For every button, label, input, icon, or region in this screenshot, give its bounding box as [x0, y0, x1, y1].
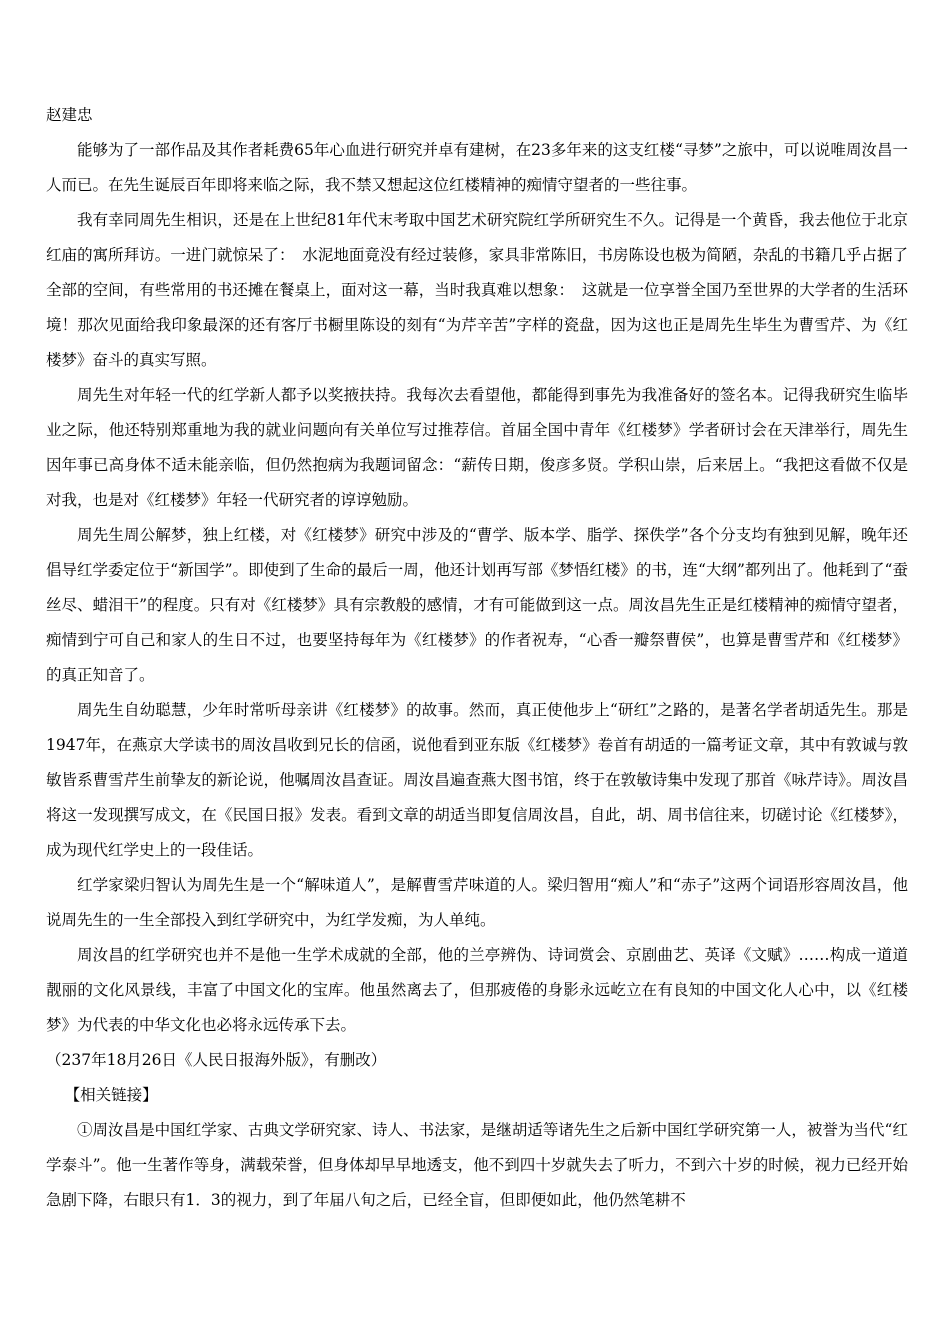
source-citation: （237年18月26日《人民日报海外版》，有删改） — [46, 1051, 387, 1069]
paragraph-7: 周汝昌的红学研究也并不是他一生学术成就的全部，他的兰亭辨伪、诗词赏会、京剧曲艺、英译《文赋》……构成一道道靓丽的文化风景线，丰富了中国文化的宝库。他虽然离去了，但那疲倦的身影永远屹立在有良知的中国文化人心中，以《红楼梦》为代表的中华文化也必将永远传承下去。 — [46, 946, 908, 1034]
paragraph-3: 周先生对年轻一代的红学新人都予以奖掖扶持。我每次去看望他，都能得到事先为我准备好的签名本。记得我研究生临毕业之际，他还特别郑重地为我的就业问题向有关单位写过推荐信。首届全国中青年《红楼梦》学者研讨会在天津举行，周先生因年事已高身体不适未能亲临，但仍然抱病为我题词留念：“薪传日期，俊彦多贤。学积山崇，后来居上。“我把这看做不仅是对我，也是对《红楼梦》年轻一代研究者的谆谆勉励。 — [46, 386, 908, 509]
paragraph-6: 红学家梁归智认为周先生是一个“解味道人”，是解曹雪芹味道的人。梁归智用“痴人”和“赤子”这两个词语形容周汝昌，他说周先生的一生全部投入到红学研究中，为红学发痴，为人单纯。 — [46, 876, 908, 929]
related-links-heading: 【相关链接】 — [64, 1086, 158, 1104]
author-name: 赵建忠 — [46, 106, 93, 124]
paragraph-1: 能够为了一部作品及其作者耗费65年心血进行研究并卓有建树，在23多年来的这支红楼“寻梦”之旅中，可以说唯周汝昌一人而已。在先生诞辰百年即将来临之际，我不禁又想起这位红楼精神的痴情守望者的一些往事。 — [46, 141, 908, 194]
paragraph-4: 周先生周公解梦，独上红楼，对《红楼梦》研究中涉及的“曹学、版本学、脂学、探佚学”各个分支均有独到见解，晚年还倡导红学委定位于“新国学”。即使到了生命的最后一周，他还计划再写部《梦悟红楼》的书，连“大纲”都列出了。他耗到了“蚕丝尽、蜡泪干”的程度。只有对《红楼梦》具有宗教般的感情，才有可能做到这一点。周汝昌先生正是红楼精神的痴情守望者，痴情到宁可自己和家人的生日不过，也要坚持每年为《红楼梦》的作者祝寿，“心香一瓣祭曹侯”，也算是曹雪芹和《红楼梦》的真正知音了。 — [46, 526, 908, 684]
paragraph-5: 周先生自幼聪慧，少年时常听母亲讲《红楼梦》的故事。然而，真正使他步上“研红”之路的，是著名学者胡适先生。那是1947年，在燕京大学读书的周汝昌收到兄长的信函，说他看到亚东版《红楼梦》卷首有胡适的一篇考证文章，其中有敦诚与敦敏皆系曹雪芹生前挚友的新论说，他嘱周汝昌查证。周汝昌遍查燕大图书馆，终于在敦敏诗集中发现了那首《咏芹诗》。周汝昌将这一发现撰写成文，在《民国日报》发表。看到文章的胡适当即复信周汝昌，自此，胡、周书信往来，切磋讨论《红楼梦》，成为现代红学史上的一段佳话。 — [46, 701, 908, 859]
paragraph-2: 我有幸同周先生相识，还是在上世纪81年代末考取中国艺术研究院红学所研究生不久。记得是一个黄昏，我去他位于北京红庙的寓所拜访。一进门就惊呆了： 水泥地面竟没有经过装修，家具非常陈旧，书房陈设也极为简陋，杂乱的书籍几乎占据了全部的空间，有些常用的书还摊在餐桌上，面对这一幕，当时我真难以想象： 这就是一位享誉全国乃至世界的大学者的生活环境！那次见面给我印象最深的还有客厅书橱里陈设的刻有“为芹辛苦”字样的瓷盘，因为这也正是周先生毕生为曹雪芹、为《红楼梦》奋斗的真实写照。 — [46, 211, 908, 369]
related-link-item: ①周汝昌是中国红学家、古典文学研究家、诗人、书法家，是继胡适等诸先生之后新中国红学研究第一人，被誉为当代“红学泰斗”。他一生著作等身，满载荣誉，但身体却早早地透支，他不到四十岁就失去了听力，不到六十岁的时候，视力已经开始急剧下降，右眼只有1．3的视力，到了年届八旬之后，已经全盲，但即便如此，他仍然笔耕不 — [46, 1121, 908, 1209]
